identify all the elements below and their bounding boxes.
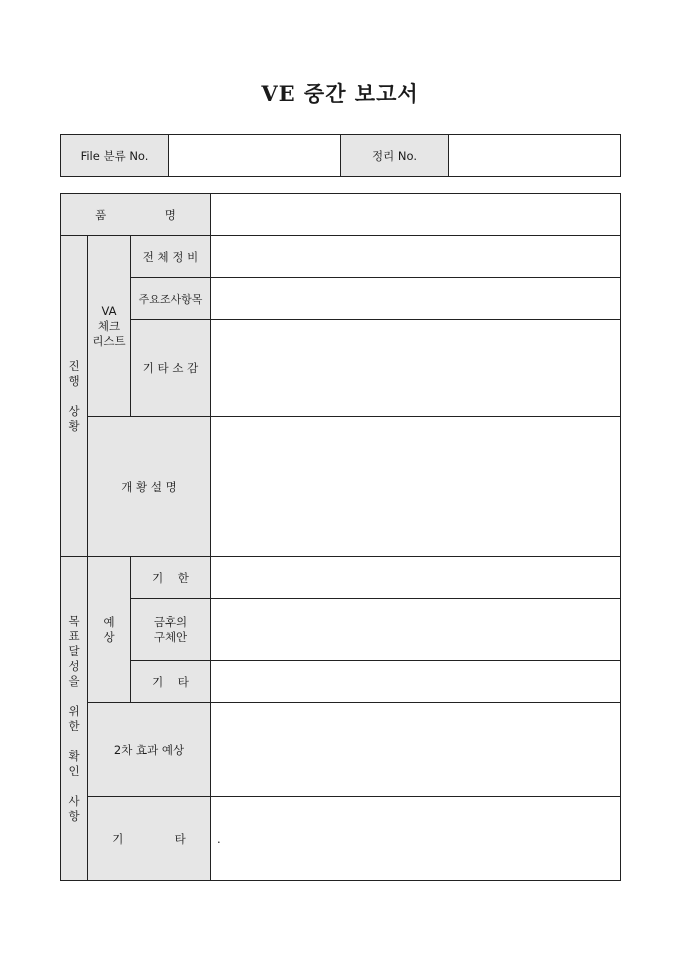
future-plan-field[interactable] — [211, 599, 621, 661]
report-form-table — [60, 193, 621, 881]
index-no-field[interactable] — [449, 135, 621, 177]
file-class-label: File 분류 No. — [61, 135, 169, 177]
overall-maintenance-field[interactable] — [211, 236, 621, 278]
deadline-label: 기 한 — [131, 557, 211, 599]
overall-maintenance-label: 전 체 정 비 — [131, 236, 211, 278]
other-opinion-label: 기 타 소 감 — [131, 320, 211, 417]
progress-status-label: 진 행 상 황 — [61, 236, 88, 557]
secondary-effect-label: 2차 효과 예상 — [88, 703, 211, 797]
goal-check-label: 목 표 달 성 을 위 한 확 인 사 항 — [61, 557, 88, 881]
va-checklist-label: VA 체크 리스트 — [88, 236, 131, 417]
forecast-etc-label: 기 타 — [131, 661, 211, 703]
file-class-field[interactable] — [169, 135, 341, 177]
main-items-field[interactable] — [211, 278, 621, 320]
forecast-label: 예 상 — [88, 557, 131, 703]
product-name-field[interactable] — [211, 194, 621, 236]
index-no-label: 정리 No. — [341, 135, 449, 177]
other-opinion-field[interactable] — [211, 320, 621, 417]
other-field[interactable]: . — [211, 797, 621, 881]
overview-field[interactable] — [211, 417, 621, 557]
file-info-table — [60, 134, 621, 177]
future-plan-label: 금후의 구체안 — [131, 599, 211, 661]
forecast-etc-field[interactable] — [211, 661, 621, 703]
secondary-effect-field[interactable] — [211, 703, 621, 797]
overview-label: 개 황 설 명 — [88, 417, 211, 557]
other-label: 기 타 — [88, 797, 211, 881]
product-name-label: 품 명 — [61, 194, 211, 236]
main-items-label: 주요조사항목 — [131, 278, 211, 320]
deadline-field[interactable] — [211, 557, 621, 599]
document-title: VE 중간 보고서 — [261, 81, 419, 106]
